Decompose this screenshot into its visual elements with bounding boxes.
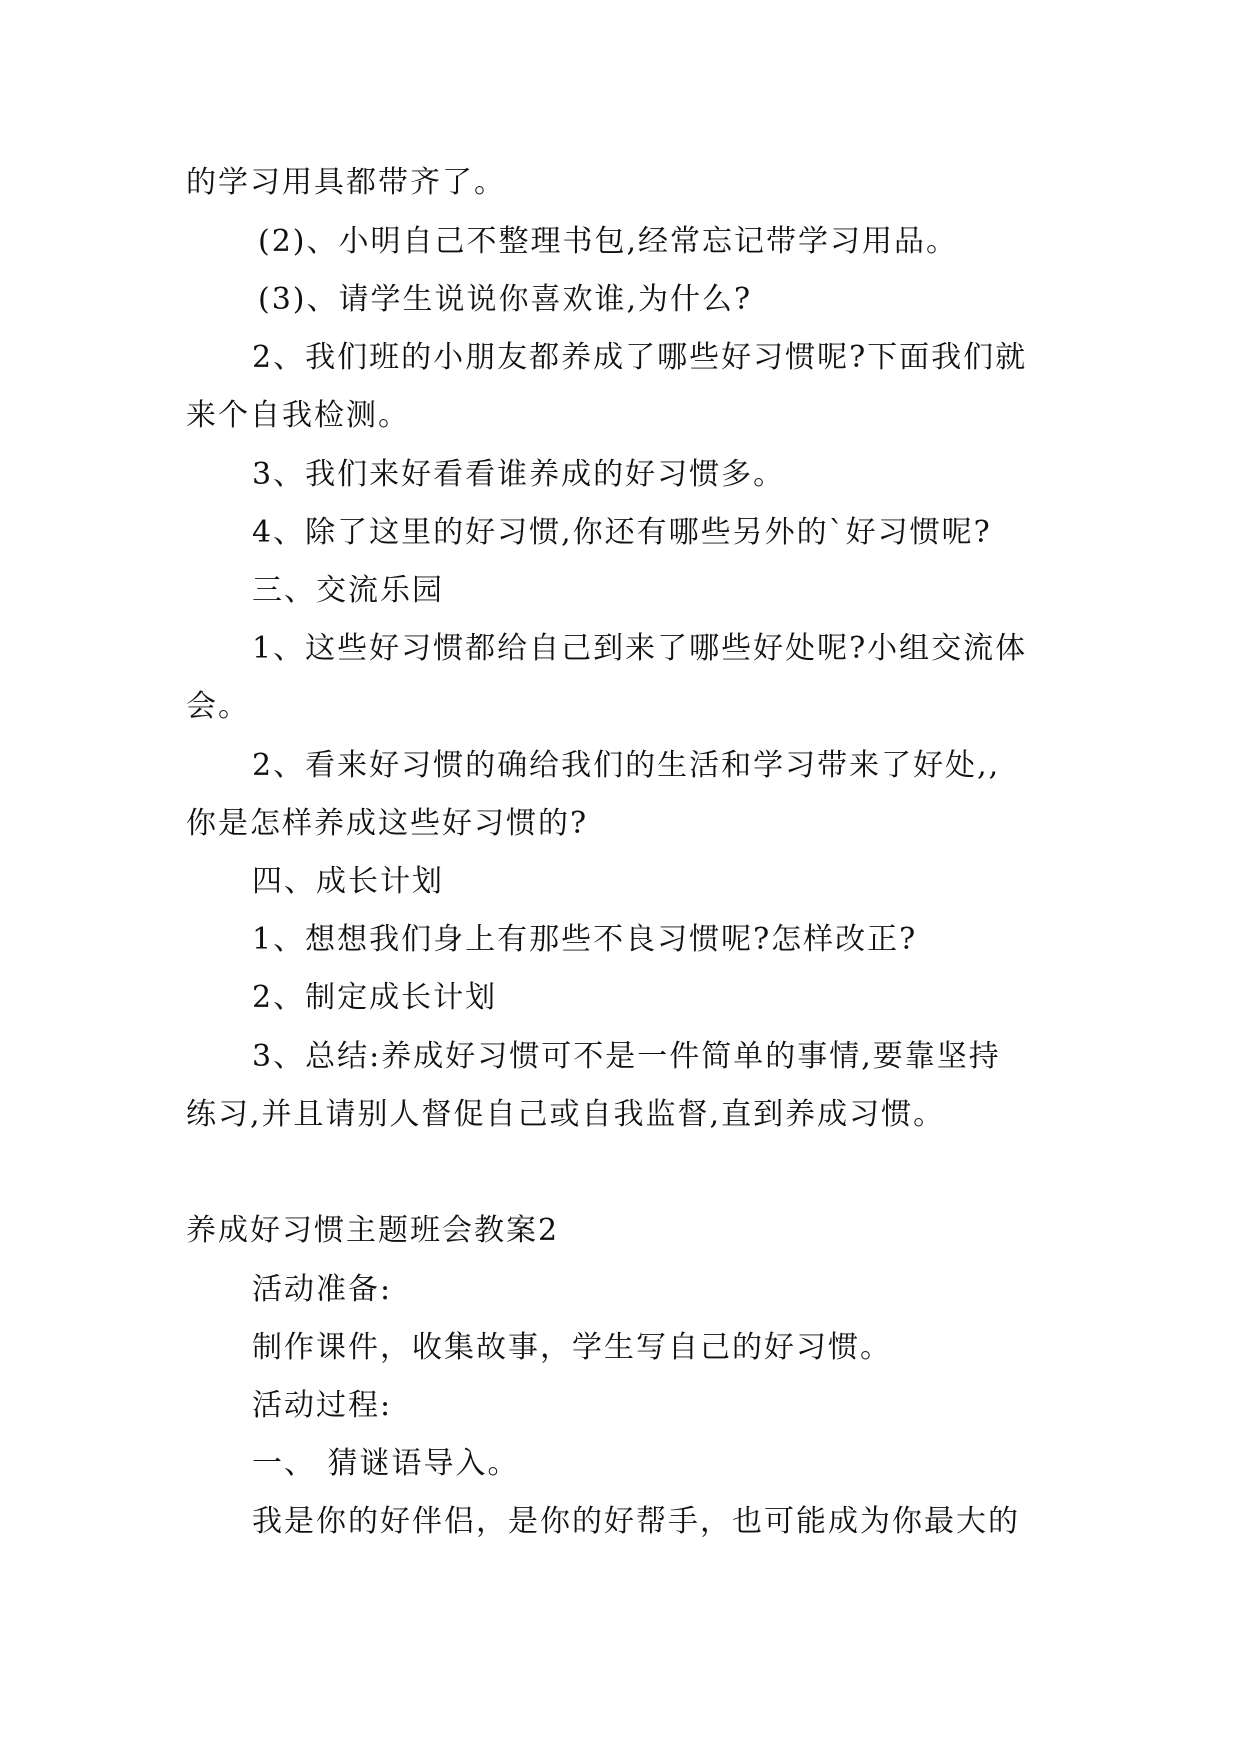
paragraph-line: (2)、小明自己不整理书包,经常忘记带学习用品。 xyxy=(258,224,959,259)
paragraph-line: 制作课件，收集故事，学生写自己的好习惯。 xyxy=(252,1330,892,1365)
paragraph-line: 1、这些好习惯都给自己到来了哪些好处呢?小组交流体 xyxy=(252,631,1028,666)
paragraph-line: 活动准备: xyxy=(252,1272,393,1307)
paragraph-line: (3)、请学生说说你喜欢谁,为什么? xyxy=(258,282,753,317)
paragraph-line: 会。 xyxy=(186,689,250,724)
paragraph-line: 1、想想我们身上有那些不良习惯呢?怎样改正? xyxy=(252,922,918,957)
paragraph-line: 来个自我检测。 xyxy=(186,398,410,433)
section-heading: 三、交流乐园 xyxy=(252,573,444,608)
paragraph-line: 2、制定成长计划 xyxy=(252,980,498,1015)
document-title: 养成好习惯主题班会教案2 xyxy=(186,1213,560,1248)
paragraph-line: 我是你的好伴侣，是你的好帮手，也可能成为你最大的 xyxy=(252,1504,1020,1539)
paragraph-line: 活动过程: xyxy=(252,1388,393,1423)
paragraph-line: 4、除了这里的好习惯,你还有哪些另外的`好习惯呢? xyxy=(252,515,992,550)
paragraph-line: 2、看来好习惯的确给我们的生活和学习带来了好处,, xyxy=(252,748,1001,783)
paragraph-line: 你是怎样养成这些好习惯的? xyxy=(186,806,589,841)
section-heading: 一、 猜谜语导入。 xyxy=(252,1446,520,1481)
paragraph-line: 3、我们来好看看谁养成的好习惯多。 xyxy=(252,457,786,492)
paragraph-line: 的学习用具都带齐了。 xyxy=(186,165,506,200)
section-heading: 四、成长计划 xyxy=(252,864,444,899)
paragraph-line: 2、我们班的小朋友都养成了哪些好习惯呢?下面我们就 xyxy=(252,340,1028,375)
paragraph-line: 练习,并且请别人督促自己或自我监督,直到养成习惯。 xyxy=(186,1097,946,1132)
paragraph-line: 3、总结:养成好习惯可不是一件简单的事情,要靠坚持 xyxy=(252,1039,1001,1074)
